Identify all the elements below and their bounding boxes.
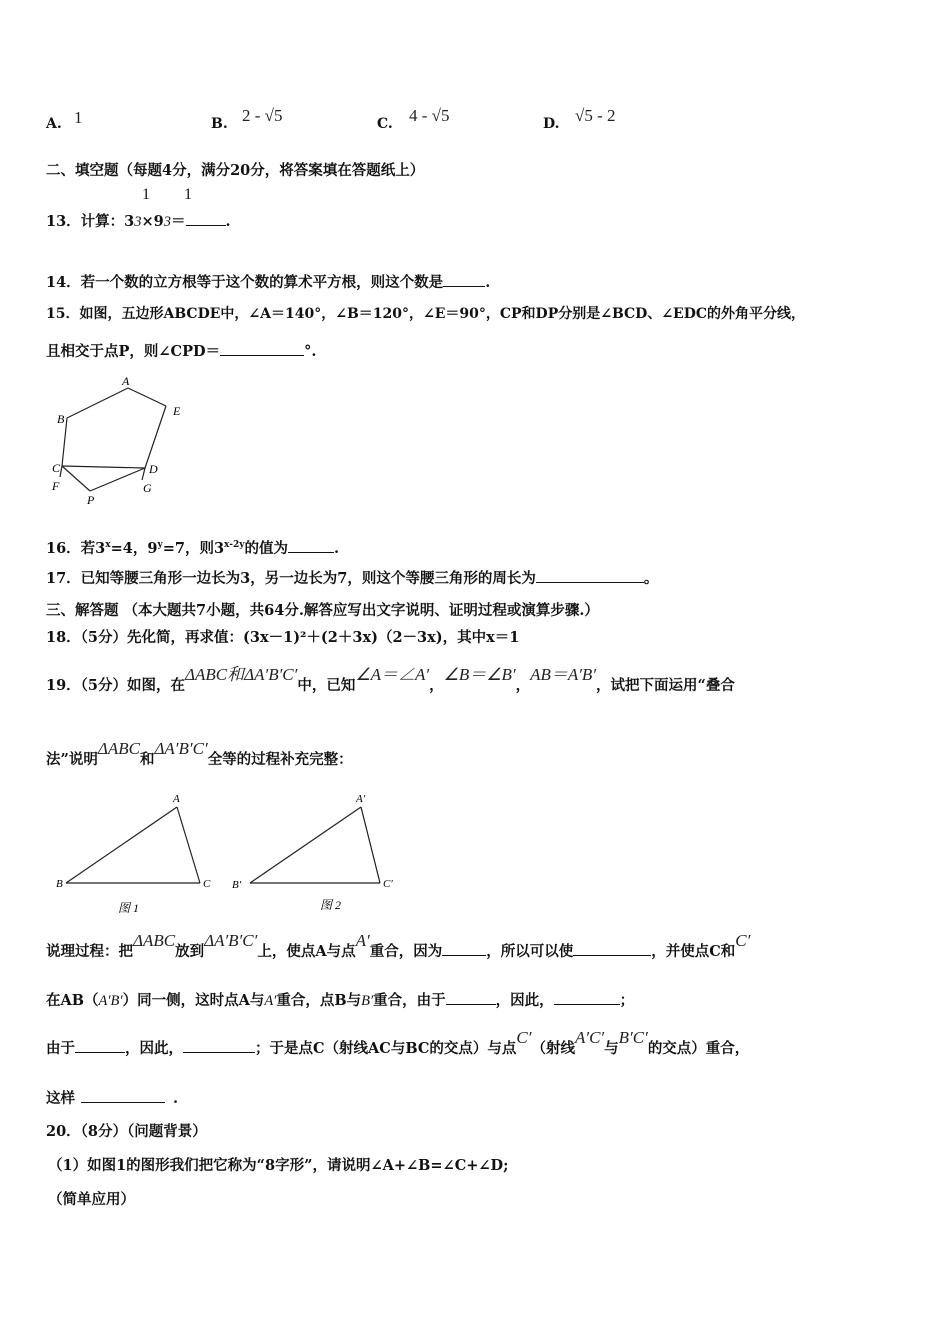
label-c: C <box>52 461 61 475</box>
proof-blank-7[interactable] <box>81 1088 165 1103</box>
proof-l1-m2: ΔA′B′C′ <box>204 931 258 950</box>
q16-c: =7，则3 <box>162 539 225 557</box>
fig2-label-c: C′ <box>383 878 393 890</box>
q17-answer-blank[interactable] <box>536 568 644 583</box>
q19-m4: AB＝A′B′ <box>530 665 597 684</box>
option-b-value: 2 - √5 <box>242 106 283 125</box>
proof-l3-m1: C′ <box>516 1028 532 1047</box>
q13-line <box>46 211 231 232</box>
proof-line1 <box>46 931 751 962</box>
proof-l1-m4: C′ <box>735 931 751 950</box>
fig2-label-b: B′ <box>232 879 242 891</box>
proof-l3-m3: B′C′ <box>618 1028 648 1047</box>
q13-times: ×9 <box>141 213 164 230</box>
q16-a: 16．若3 <box>46 539 106 557</box>
q20-title: 20．（8分）（问题背景） <box>46 1123 207 1140</box>
q17-text: 17．已知等腰三角形一边长为3，另一边长为7，则这个等腰三角形的周长为 <box>46 570 536 587</box>
proof-l3-e: 与 <box>604 1040 619 1057</box>
proof-blank-4[interactable] <box>554 990 620 1005</box>
fig2-edge-ac <box>361 807 380 883</box>
fig2-caption: 图 2 <box>320 898 342 912</box>
proof-l3-b: ，因此， <box>125 1040 183 1057</box>
q13-prefix: 13．计算：3 <box>46 213 135 230</box>
proof-l2-m1: A′B′ <box>98 993 123 1009</box>
fig1-label-b: B <box>56 878 63 890</box>
proof-l1-b: 放到 <box>175 943 205 960</box>
q16-end: . <box>333 539 340 557</box>
q17-line <box>46 568 658 589</box>
label-f: F <box>52 479 60 493</box>
proof-l2-a: 在AB（ <box>46 992 99 1009</box>
q15-line1: 15．如图，五边形ABCDE中，∠A＝140°，∠B＝120°，∠E＝90°，CP和DP分别是∠BCD、∠EDC的外角平分线， <box>46 306 806 322</box>
q14-answer-blank[interactable] <box>443 272 485 287</box>
q13-equals: ＝ <box>171 213 186 230</box>
proof-line4 <box>46 1088 178 1109</box>
q19-m3: ∠B＝∠B′ <box>443 665 516 684</box>
q19-prefix: 19．（5分）如图，在 <box>46 677 186 694</box>
proof-line2 <box>46 990 634 1011</box>
fig1-caption: 图 1 <box>118 901 140 915</box>
proof-blank-3[interactable] <box>446 990 496 1005</box>
q19-line2-b: 和 <box>139 751 155 768</box>
option-d-value: √5 - 2 <box>575 106 616 125</box>
label-b: B <box>57 412 65 426</box>
option-d-label: D. <box>543 116 560 132</box>
q13-answer-blank[interactable] <box>186 211 226 226</box>
q19-sep2: ， <box>515 677 531 694</box>
proof-l1-m1: ΔABC <box>133 931 176 950</box>
section3-heading: 三、解答题 （本大题共7小题，共64分.解答应写出文字说明、证明过程或演算步骤.） <box>46 602 599 619</box>
q16-sup1: x <box>105 540 111 550</box>
q16-sup3: x-2y <box>224 540 245 550</box>
option-a-value: 1 <box>74 108 83 127</box>
proof-blank-2[interactable] <box>573 941 651 956</box>
q13-frac-den-1: 3 <box>134 214 142 230</box>
proof-blank-6[interactable] <box>183 1038 255 1053</box>
proof-l1-c: 上，使点A与点 <box>257 943 356 960</box>
q19-line2-m2: ΔA′B′C′ <box>154 739 208 758</box>
label-d: D <box>149 462 158 476</box>
triangle-figures <box>52 790 412 920</box>
edge-ae <box>128 388 166 406</box>
q19-line1 <box>46 665 735 696</box>
proof-l2-m3: B′ <box>361 993 374 1009</box>
section2-heading: 二、填空题（每题4分，满分20分，将答案填在答题纸上） <box>46 162 425 179</box>
q19-m2: ∠A＝∠A′ <box>355 665 430 684</box>
q13-frac-num-2: 1 <box>184 186 192 203</box>
edge-cd <box>62 466 145 468</box>
q14-end: . <box>485 274 491 291</box>
option-b-label: B. <box>211 116 228 132</box>
q13-end: . <box>225 213 231 230</box>
fig2-label-a: A′ <box>356 793 366 805</box>
q19-end1: ，试把下面运用“叠合 <box>596 677 735 694</box>
q13-frac-den-2: 3 <box>163 214 172 230</box>
proof-l2-b: ）同一侧，这时点A与 <box>122 992 265 1009</box>
q19-mid1: 中，已知 <box>297 677 356 694</box>
q15-line2 <box>46 341 316 362</box>
q16-line <box>46 535 339 559</box>
proof-l2-c: 重合，点B与 <box>276 992 362 1009</box>
q20-simple: （简单应用） <box>48 1191 135 1208</box>
q19-sep1: ， <box>429 677 444 694</box>
q14-text: 14．若一个数的立方根等于这个数的算术平方根，则这个数是 <box>46 274 444 291</box>
edge-cf <box>60 466 62 477</box>
q20-item1: （1）如图1的图形我们把它称为“8字形”，请说明∠A+∠B=∠C+∠D; <box>48 1157 509 1174</box>
proof-l3-m2: A′C′ <box>574 1028 605 1047</box>
proof-l1-d: 重合，因为 <box>369 943 443 960</box>
q16-sup2: y <box>157 540 163 550</box>
q15-answer-blank[interactable] <box>220 341 304 356</box>
q16-b: =4，9 <box>110 539 158 557</box>
fig2-edge-ab <box>250 807 361 883</box>
q19-m1: ΔABC和ΔA′B′C′ <box>185 665 298 684</box>
q16-answer-blank[interactable] <box>288 538 334 553</box>
proof-l1-f: ，并使点C和 <box>651 943 736 960</box>
label-a: A <box>122 374 130 388</box>
edge-dp <box>90 468 145 491</box>
proof-l4-a: 这样 <box>46 1090 75 1107</box>
q17-end: 。 <box>643 570 659 587</box>
q14-line <box>46 272 490 293</box>
q19-line2-m1: ΔABC <box>97 739 140 758</box>
edge-ed <box>145 406 166 468</box>
proof-blank-1[interactable] <box>442 941 486 956</box>
proof-l2-m2: A′ <box>264 993 277 1009</box>
q15-line2-a: 且相交于点P，则∠CPD＝ <box>46 343 221 360</box>
fig1-label-c: C <box>203 878 211 890</box>
edge-ab <box>67 388 128 418</box>
label-p: P <box>87 493 95 507</box>
proof-l2-e: ，因此， <box>495 992 554 1009</box>
proof-l3-a: 由于 <box>46 1040 75 1057</box>
option-c-label: C. <box>377 116 393 132</box>
fig1-edge-ac <box>177 807 200 883</box>
q18-text: 18．（5分）先化简，再求值：(3x－1)²＋(2＋3x)（2－3x)，其中x＝1 <box>46 629 520 646</box>
proof-line3 <box>46 1028 750 1059</box>
proof-l1-e: ，所以可以使 <box>486 943 574 960</box>
proof-l3-f: 的交点）重合， <box>647 1040 750 1057</box>
option-a-label: A. <box>46 116 62 132</box>
q15-line2-b: °. <box>304 343 317 360</box>
q19-line2-a: 法”说明 <box>46 751 98 768</box>
proof-l1-a: 说理过程：把 <box>46 943 133 960</box>
q19-line2 <box>46 739 353 770</box>
proof-blank-5[interactable] <box>75 1038 125 1053</box>
edge-cp <box>62 466 90 491</box>
proof-l2-d: 重合，由于 <box>373 992 446 1009</box>
proof-l3-d: （射线 <box>531 1040 575 1057</box>
pentagon-figure <box>48 374 198 509</box>
proof-l4-b: . <box>173 1090 179 1107</box>
label-g: G <box>143 481 152 495</box>
q19-line2-c: 全等的过程补充完整： <box>207 751 353 768</box>
proof-l1-m3: A′ <box>355 931 370 950</box>
option-c-value: 4 - √5 <box>409 106 450 125</box>
edge-dg <box>142 468 145 480</box>
q16-d: 的值为 <box>244 539 288 557</box>
label-e: E <box>173 404 181 418</box>
fig1-edge-ab <box>66 807 177 883</box>
proof-l2-f: ； <box>619 992 635 1009</box>
q13-frac-num-1: 1 <box>142 186 150 203</box>
fig1-label-a: A <box>173 793 180 805</box>
proof-l3-c: ；于是点C（射线AC与BC的交点）与点 <box>255 1040 517 1057</box>
